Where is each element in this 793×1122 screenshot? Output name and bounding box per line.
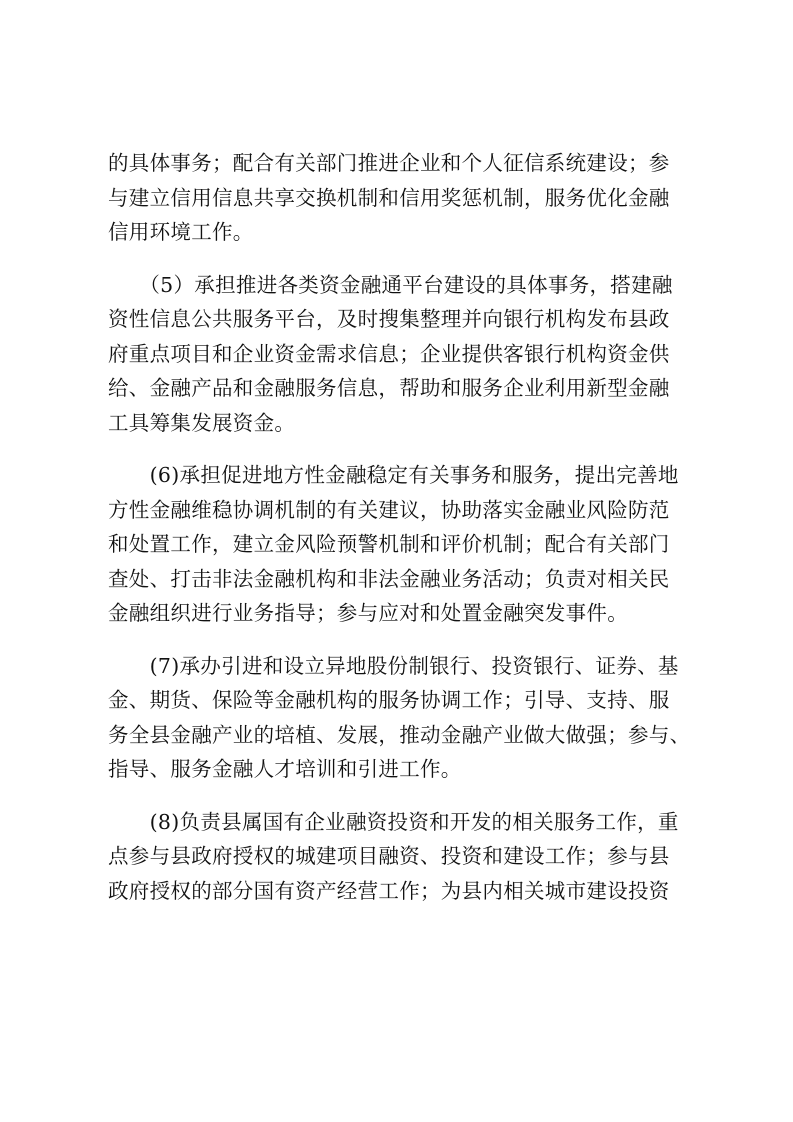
text-line: 信用环境工作。 — [108, 220, 254, 244]
text-line: 与建立信用信息共享交换机制和信用奖惩机制，服务优化金融 — [108, 185, 670, 210]
text-line: 给、金融产品和金融服务信息，帮助和服务企业利用新型金融 — [108, 376, 670, 400]
text-line: 的具体事务；配合有关部门推进企业和个人征信系统建设；参 — [108, 151, 670, 175]
text-line: 和处置工作，建立金风险预警机制和评价机制；配合有关部门 — [108, 532, 670, 556]
text-line: (8)负责县属国有企业融资投资和开发的相关服务工作，重 — [108, 809, 679, 834]
paragraph-gap — [108, 440, 694, 458]
document-body — [108, 146, 694, 908]
text-line: 查处、打击非法金融机构和非法金融业务活动；负责对相关民 — [108, 566, 670, 591]
text-line: 资性信息公共服务平台，及时搜集整理并向银行机构发布县政 — [108, 307, 670, 331]
paragraph-gap — [108, 631, 694, 649]
paragraph-gap — [108, 250, 694, 268]
text-line: 府重点项目和企业资金需求信息；企业提供客银行机构资金供 — [108, 341, 670, 366]
text-line: 点参与县政府授权的城建项目融资、投资和建设工作；参与县 — [108, 844, 670, 868]
text-line: (7)承办引进和设立异地股份制银行、投资银行、证券、基 — [108, 653, 679, 678]
text-line: （5）承担推进各类资金融通平台建设的具体事务，搭建融 — [108, 272, 673, 297]
paragraph-gap — [108, 787, 694, 805]
text-line: 政府授权的部分国有资产经营工作；为县内相关城市建设投资 — [108, 878, 670, 903]
text-line: 金融组织进行业务指导；参与应对和处置金融突发事件。 — [108, 601, 628, 625]
text-line: (6)承担促进地方性金融稳定有关事务和服务，提出完善地 — [108, 463, 679, 487]
text-line: 工具筹集发展资金。 — [108, 410, 296, 435]
text-line: 指导、服务金融人才培训和引进工作。 — [108, 757, 462, 781]
text-line: 金、期货、保险等金融机构的服务协调工作；引导、支持、服 — [108, 688, 670, 712]
text-line: 务全县金融产业的培植、发展，推动金融产业做大做强；参与、 — [108, 722, 691, 747]
text-line: 方性金融维稳协调机制的有关建议，协助落实金融业风险防范 — [108, 497, 670, 522]
